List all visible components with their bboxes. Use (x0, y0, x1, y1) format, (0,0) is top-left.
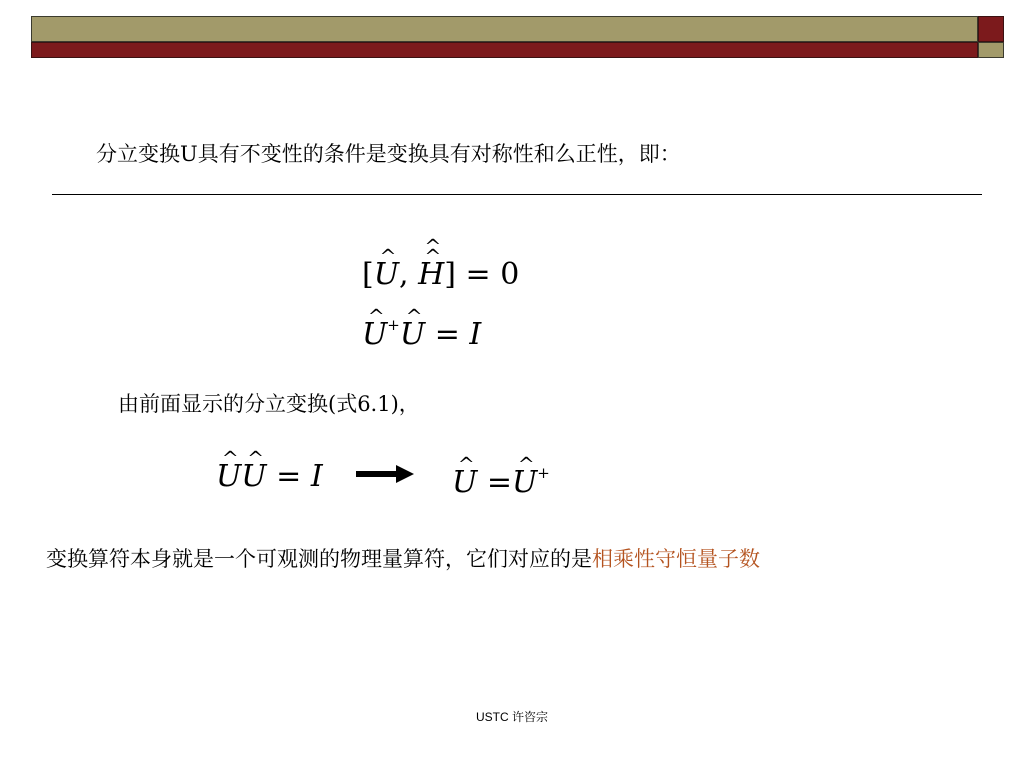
implies-arrow-icon (356, 464, 416, 484)
header-corner-red (978, 16, 1004, 42)
divider-line (52, 194, 982, 195)
header-corner-olive (978, 42, 1004, 58)
eq4-operator-u2: ^ U (512, 468, 537, 498)
statement-line-2: 由前面显示的分立变换(式6.1)， (118, 392, 420, 416)
eq1-open-bracket: [ (362, 257, 374, 292)
statement-line-3 (46, 549, 760, 570)
equation-unitarity (362, 318, 481, 350)
eq4-dagger: + (537, 464, 550, 482)
eq4-equals: = (486, 465, 512, 500)
eq2-operator-u1: ^ U (362, 320, 387, 350)
eq1-close-equals: ] = 0 (444, 257, 520, 292)
line3-highlight: 相乘性守恒量子数 (592, 547, 760, 571)
eq2-dagger: + (387, 316, 400, 334)
line3-text: 变换算符本身就是一个可观测的物理量算符，它们对应的是 (46, 547, 592, 571)
eq3-rhs: = I (276, 459, 323, 494)
eq2-rhs: = I (434, 317, 482, 352)
footer-credit: USTC 许咨宗 (475, 710, 548, 724)
eq1-operator-h: ^ H ^ (418, 260, 444, 290)
eq4-operator-u1: ^ U (452, 468, 477, 498)
eq1-operator-u: ^ U (374, 260, 399, 290)
eq2-operator-u2: ^ U (400, 320, 425, 350)
eq3-operator-u2: ^ U (241, 462, 266, 492)
equation-hermitian (452, 466, 550, 498)
header-bar-red (31, 42, 978, 58)
eq3-operator-u1: ^ U (216, 462, 241, 492)
equation-commutator (362, 257, 520, 292)
equation-self-product (216, 459, 323, 494)
statement-line-1: 分立变换U具有不变性的条件是变换具有对称性和么正性，即： (96, 142, 681, 166)
header-bar-olive (31, 16, 978, 42)
eq1-comma: , (399, 257, 409, 292)
